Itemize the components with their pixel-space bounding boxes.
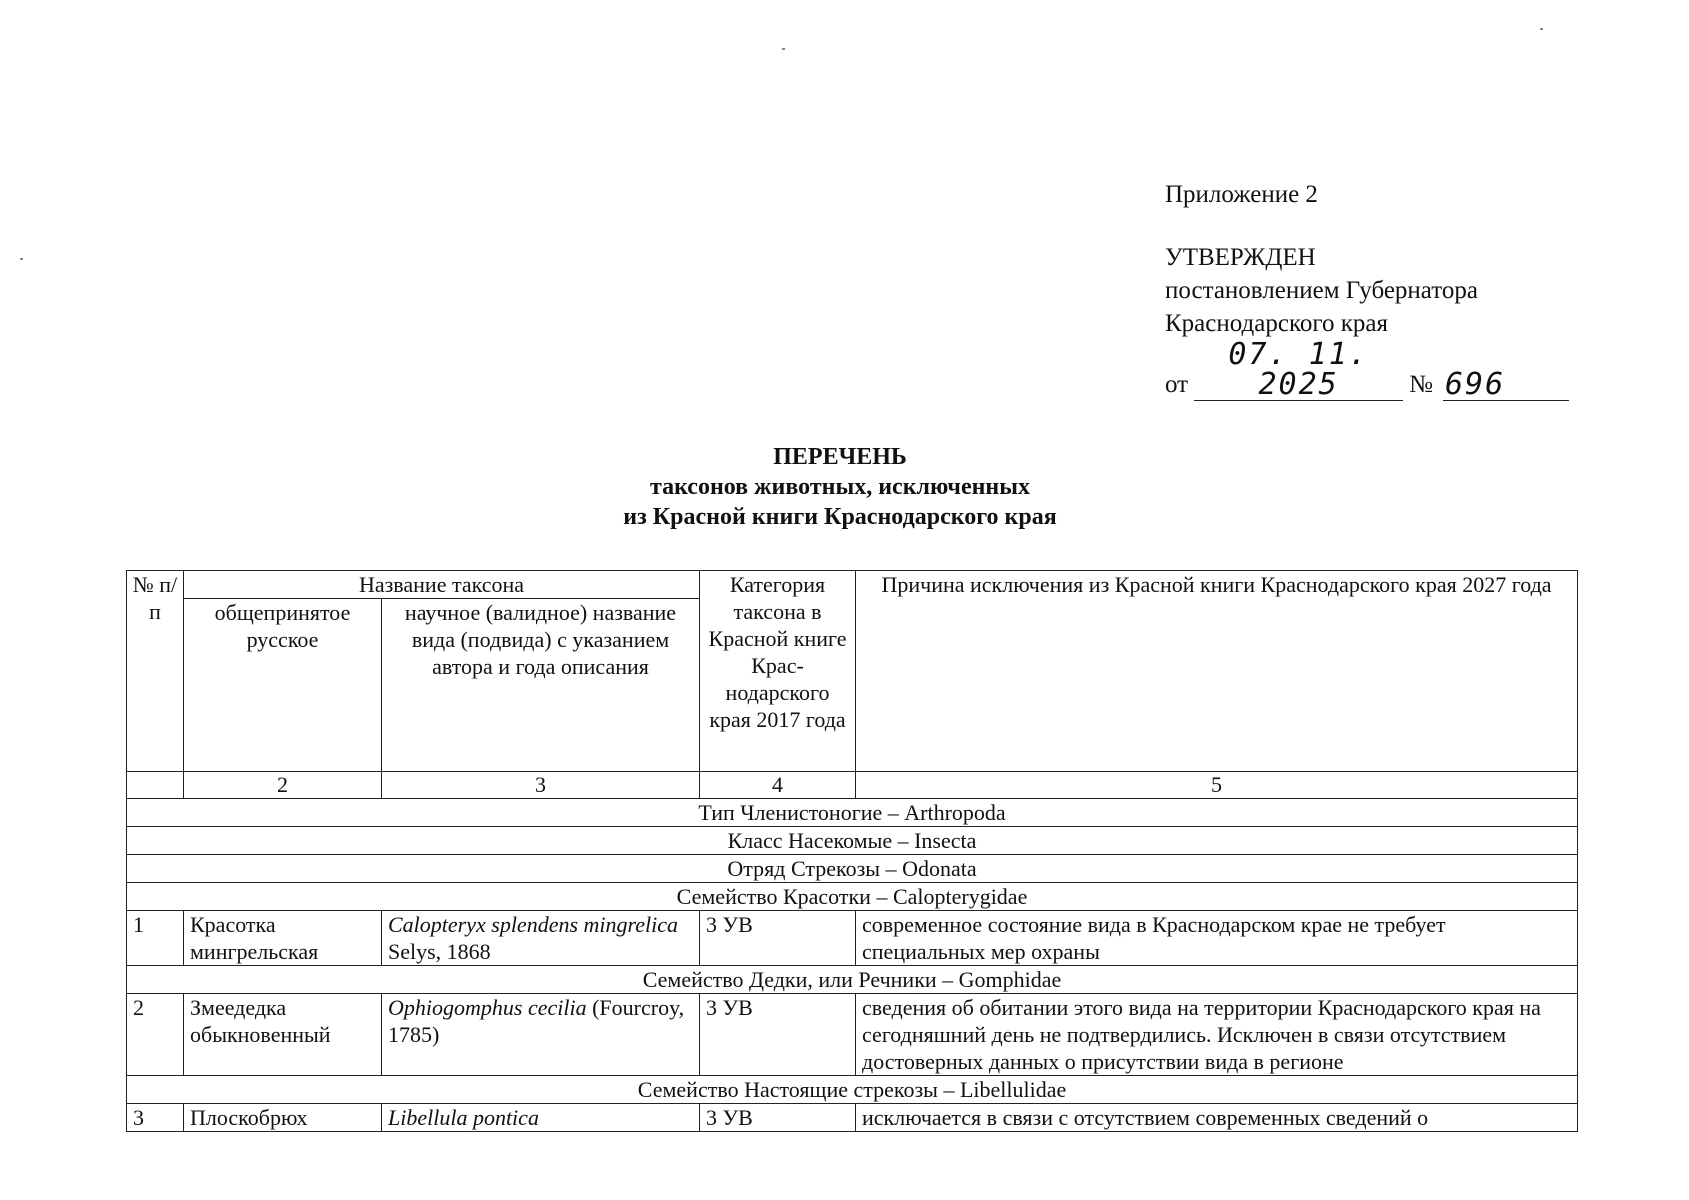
- scan-speck: [782, 48, 785, 50]
- row-reason: исключается в связи с отсутствием современных сведений о: [856, 1104, 1578, 1132]
- date-number-line: [1165, 337, 1585, 402]
- row-common-name: Змеедедка обыкновенный: [184, 994, 382, 1076]
- scan-speck: [20, 258, 23, 260]
- header-reason: Причина исключения из Красной книги Краснодарского края 2027 года: [856, 571, 1578, 772]
- column-numbers-row: [127, 772, 1578, 799]
- appendix-label: Приложение 2: [1165, 181, 1318, 208]
- row-category: 3 УВ: [700, 994, 856, 1076]
- from-label: от: [1165, 371, 1189, 398]
- handwritten-date: 07. 11. 2025: [1194, 340, 1403, 401]
- group-type: Тип Членистоногие – Arthropoda: [127, 799, 1578, 827]
- row-scientific-name: [382, 1104, 700, 1132]
- sci-author: Selys, 1868: [388, 939, 491, 964]
- group-row-type: [127, 799, 1578, 827]
- header-common-ru: общепринятое русское: [184, 599, 382, 772]
- group-row-order: [127, 855, 1578, 883]
- approved-label: УТВЕРЖДЕН: [1165, 244, 1316, 271]
- col-number: 2: [184, 772, 382, 799]
- approval-line-2: Краснодарского края: [1165, 310, 1388, 337]
- table-row: [127, 911, 1578, 966]
- group-family: Семейство Настоящие стрекозы – Libellulidae: [127, 1076, 1578, 1104]
- row-num: 2: [127, 994, 184, 1076]
- col-number: 3: [382, 772, 700, 799]
- group-family: Семейство Красотки – Calopterygidae: [127, 883, 1578, 911]
- group-row-family: [127, 883, 1578, 911]
- header-scientific: научное (валидное) название вида (подвида) с указанием автора и года описания: [382, 599, 700, 772]
- row-scientific-name: [382, 994, 700, 1076]
- sci-name-italic: Ophiogomphus cecilia: [388, 995, 587, 1020]
- table-row: [127, 1104, 1578, 1132]
- header-category: Категория таксона в Красной книге Крас-нодарского края 2017 года: [700, 571, 856, 772]
- col-number: 4: [700, 772, 856, 799]
- row-scientific-name: [382, 911, 700, 966]
- table-row: [127, 994, 1578, 1076]
- table-header-row: [127, 571, 1578, 599]
- group-row-class: [127, 827, 1578, 855]
- number-label: №: [1409, 371, 1433, 398]
- header-num: № п/п: [127, 571, 184, 772]
- row-num: 1: [127, 911, 184, 966]
- col-number: 5: [856, 772, 1578, 799]
- taxa-table: [126, 570, 1578, 1132]
- document-title: [560, 442, 1120, 532]
- row-reason: сведения об обитании этого вида на территории Краснодарского края на сегодняшний день не подтвердились. Исключен в связи отсутствием достоверных данных о присутствии вида в регионе: [856, 994, 1578, 1076]
- approval-line-1: постановлением Губернатора: [1165, 277, 1478, 304]
- col-number: [127, 772, 184, 799]
- group-order: Отряд Стрекозы – Odonata: [127, 855, 1578, 883]
- row-category: 3 УВ: [700, 911, 856, 966]
- header-taxon-name: Название таксона: [184, 571, 700, 599]
- row-reason: современное состояние вида в Краснодарском крае не требует специальных мер охраны: [856, 911, 1578, 966]
- group-row-family: [127, 1076, 1578, 1104]
- row-category: 3 УВ: [700, 1104, 856, 1132]
- handwritten-number: 696: [1443, 370, 1569, 401]
- title-main: ПЕРЕЧЕНЬ: [773, 444, 907, 470]
- sci-author: (Fourcroy, 1785): [388, 995, 685, 1047]
- row-common-name: Красотка мингрельская: [184, 911, 382, 966]
- sci-name-italic: Libellula pontica: [388, 1105, 539, 1130]
- group-class: Класс Насекомые – Insecta: [127, 827, 1578, 855]
- group-family: Семейство Дедки, или Речники – Gomphidae: [127, 966, 1578, 994]
- title-line-3: из Красной книги Краснодарского края: [623, 504, 1057, 530]
- sci-name-italic: Calopteryx splendens mingrelica: [388, 912, 679, 937]
- title-line-2: таксонов животных, исключенных: [649, 474, 1030, 500]
- group-row-family: [127, 966, 1578, 994]
- row-common-name: Плоскобрюх: [184, 1104, 382, 1132]
- approval-block: [1165, 178, 1585, 401]
- scan-speck: [1540, 28, 1543, 30]
- row-num: 3: [127, 1104, 184, 1132]
